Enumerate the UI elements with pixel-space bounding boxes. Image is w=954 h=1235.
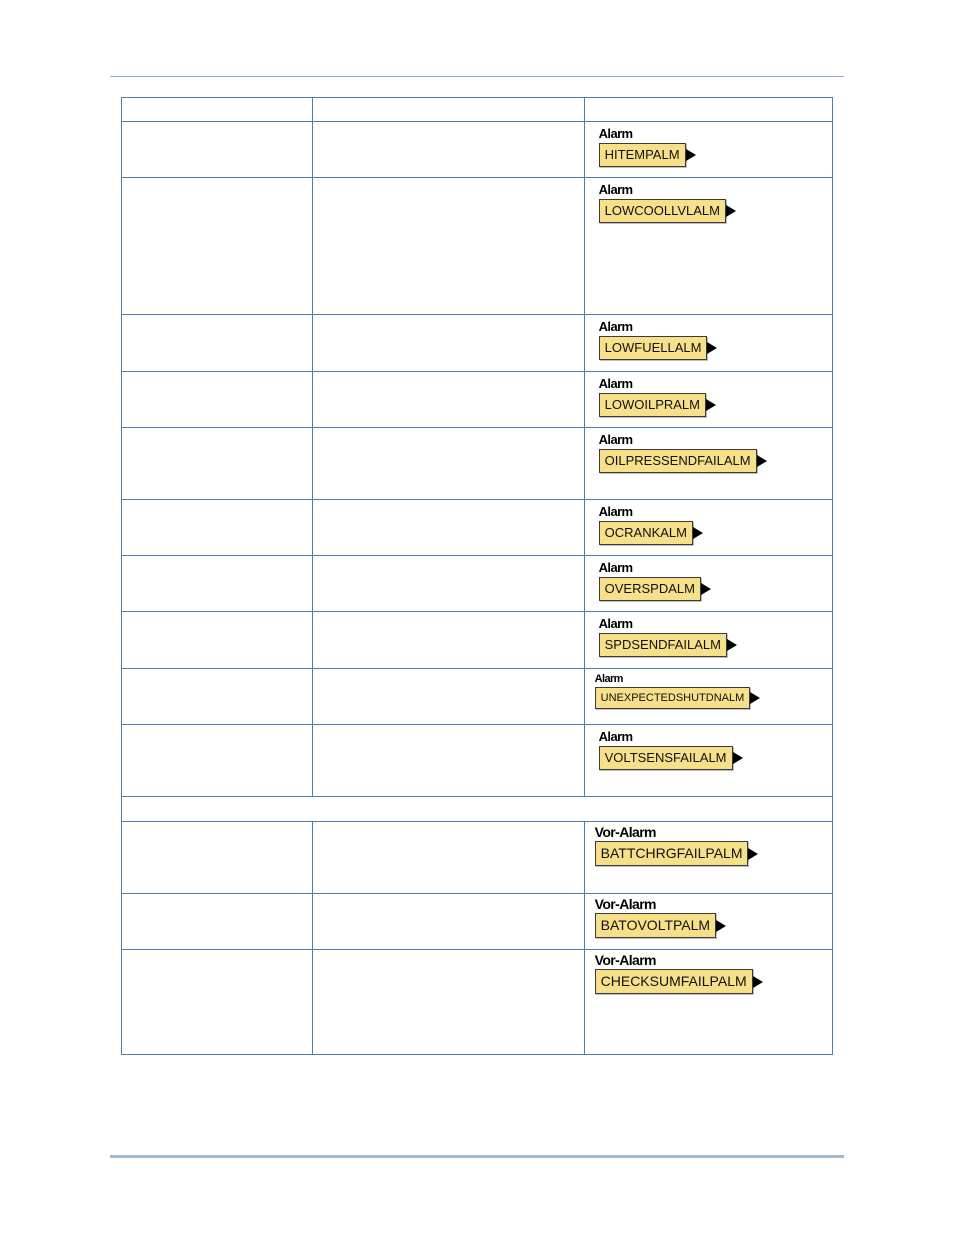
logic-block [599,561,711,601]
table-row [122,669,833,725]
block-tag: SPDSENDFAILALM [599,633,727,657]
block-title: Vor-Alarm [594,824,656,840]
block-title: Alarm [598,319,633,334]
header-cell [584,98,832,122]
block-tag: LOWCOOLLVLALM [599,199,726,223]
logic-block [595,897,726,938]
block-tag: VOLTSENSFAILALM [599,746,733,770]
section-row [122,797,833,822]
table-row [122,725,833,797]
output-arrow-icon [733,752,743,764]
table-row [122,556,833,612]
table-row [122,178,833,315]
block-title: Alarm [598,376,633,391]
table-row [122,612,833,669]
block-title: Alarm [598,504,633,519]
block-title: Alarm [598,182,633,197]
output-arrow-icon [701,583,711,595]
table-row [122,372,833,428]
table-row [122,315,833,372]
logic-block [595,825,759,866]
block-title: Vor-Alarm [594,952,656,968]
table-row [122,950,833,1055]
block-title: Alarm [598,560,633,575]
logic-block [599,183,736,223]
table-row [122,894,833,950]
table-header-row [122,98,833,122]
block-tag: BATTCHRGFAILPALM [595,841,749,866]
output-arrow-icon [706,399,716,411]
logic-block [595,673,761,709]
logic-block [599,617,737,657]
output-arrow-icon [686,149,696,161]
block-tag: LOWFUELLALM [599,336,708,360]
output-arrow-icon [693,527,703,539]
block-tag: HITEMPALM [599,143,686,167]
block-tag: OILPRESSENDFAILALM [599,449,757,473]
logic-block [599,127,696,167]
logic-block [599,377,716,417]
logic-block [599,433,767,473]
block-title: Alarm [598,616,633,631]
logic-block [595,953,763,994]
logic-block [599,320,718,360]
block-title: Alarm [594,673,623,685]
block-tag: CHECKSUMFAILPALM [595,969,753,994]
output-arrow-icon [753,976,763,988]
output-arrow-icon [757,455,767,467]
output-arrow-icon [727,639,737,651]
table-row [122,822,833,894]
header-cell [122,98,313,122]
block-title: Alarm [598,432,633,447]
block-tag: LOWOILPRALM [599,393,706,417]
block-tag: UNEXPECTEDSHUTDNALM [595,687,751,709]
output-arrow-icon [748,848,758,860]
footer-rule [110,1155,844,1158]
output-arrow-icon [750,692,760,704]
alarm-table [121,97,833,1055]
section-cell [122,797,833,822]
block-tag: OCRANKALM [599,521,693,545]
output-arrow-icon [707,342,717,354]
header-cell [313,98,584,122]
logic-block [599,505,703,545]
block-tag: BATOVOLTPALM [595,913,716,938]
table-row [122,122,833,178]
block-title: Alarm [598,126,633,141]
output-arrow-icon [716,920,726,932]
block-title: Vor-Alarm [594,896,656,912]
header-rule [110,76,844,77]
output-arrow-icon [726,205,736,217]
table-row [122,428,833,500]
table-row [122,500,833,556]
block-tag: OVERSPDALM [599,577,701,601]
block-title: Alarm [598,729,633,744]
logic-block [599,730,743,770]
